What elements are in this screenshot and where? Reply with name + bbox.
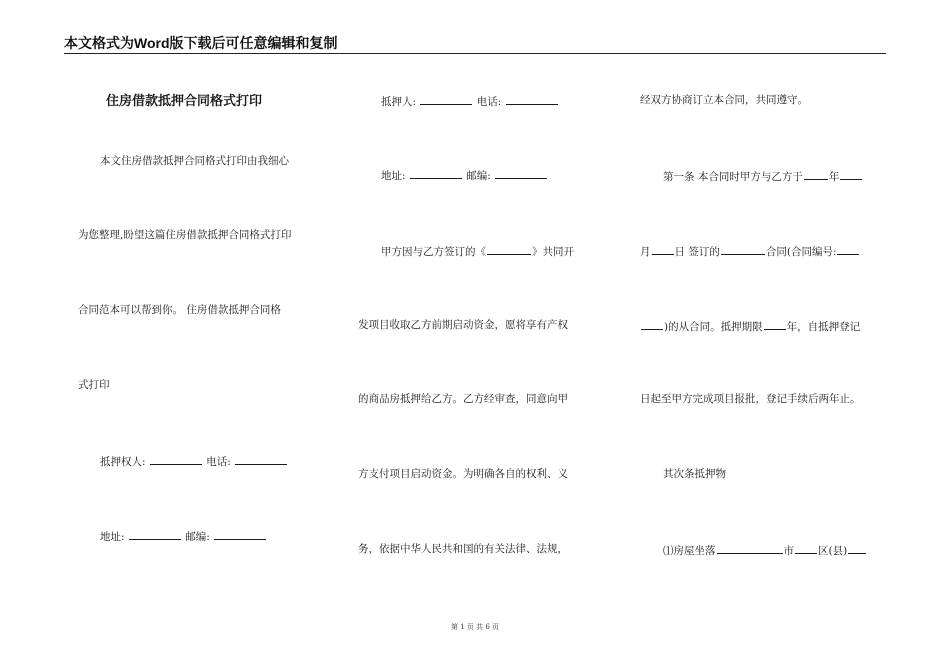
pledgor-address-line	[358, 167, 548, 183]
pledgor-label: 抵押人:	[381, 96, 417, 108]
pledgor-postcode-blank[interactable]	[495, 167, 547, 179]
page-footer: 第 1 页 共 6 页	[450, 623, 500, 631]
intro-line-3: 合同范本可以帮到你。 住房借款抵押合同格	[78, 304, 281, 316]
item-1-location: ⑴房屋坐落	[663, 545, 716, 557]
contract-number-blank[interactable]	[837, 243, 859, 255]
signed-contract-blank[interactable]	[721, 243, 765, 255]
article-2-heading: 其次条抵押物	[663, 468, 726, 480]
body-line-2: 发项目收取乙方前期启动资金，愿将享有产权	[358, 319, 568, 331]
article-1-term: )的从合同。抵押期限	[664, 321, 763, 333]
sign-year-blank-2[interactable]	[840, 168, 862, 180]
column-3	[640, 0, 888, 620]
pledgee-address-blank[interactable]	[129, 528, 181, 540]
article-1-a: 第一条 本合同时甲方与乙方于	[663, 171, 803, 183]
article-1-line-4: 日起至甲方完成项目报批，登记手续后两年止。	[640, 393, 861, 405]
pledgor-postcode-label: 邮编:	[466, 170, 491, 182]
article-1-contract-no: 合同(合同编号:	[765, 246, 837, 258]
intro-line-1: 本文住房借款抵押合同格式打印由我细心	[100, 155, 289, 167]
article-1-line-3	[640, 318, 860, 334]
body-line-1	[358, 243, 574, 259]
contract-name-blank[interactable]	[487, 243, 531, 255]
intro-line-4: 式打印	[78, 379, 110, 391]
intro-line-2: 为您整理,盼望这篇住房借款抵押合同格式打印	[78, 229, 292, 241]
location-blank[interactable]	[717, 542, 783, 554]
city-blank[interactable]	[795, 542, 817, 554]
article-1-registration: 年，自抵押登记	[786, 321, 861, 333]
item-1-line	[640, 542, 867, 558]
pledgor-blank[interactable]	[420, 93, 472, 105]
pledgee-label: 抵押权人:	[100, 456, 146, 468]
article-1-day: 日 签订的	[674, 246, 720, 258]
column-1	[78, 0, 324, 620]
item-1-district: 区(县)	[818, 545, 848, 557]
pledgor-address-label: 地址:	[381, 170, 406, 182]
body-line-1-a: 甲方因与乙方签订的《	[381, 246, 486, 258]
article-1-b: 年	[828, 171, 840, 183]
pledgor-address-blank[interactable]	[410, 167, 462, 179]
district-blank[interactable]	[848, 542, 866, 554]
pledgor-phone-blank[interactable]	[506, 93, 558, 105]
download-banner: 本文格式为Word版下载后可任意编辑和复制	[64, 35, 338, 51]
body-line-5: 务，依据中华人民共和国的有关法律、法规，	[358, 543, 568, 555]
body-line-3: 的商品房抵押给乙方。乙方经审查，同意向甲	[358, 393, 568, 405]
pledgee-address-label: 地址:	[100, 531, 125, 543]
pledgee-postcode-blank[interactable]	[214, 528, 266, 540]
sign-month-blank[interactable]	[652, 243, 674, 255]
body-line-4: 方支付项目启动资金。为明确各自的权利、义	[358, 468, 568, 480]
article-1-month: 月	[640, 246, 651, 258]
term-years-blank[interactable]	[764, 318, 786, 330]
body-line-1-b: 》共同开	[532, 246, 574, 258]
contract-number-blank-2[interactable]	[641, 318, 663, 330]
pledgee-line	[78, 453, 288, 469]
column-2	[358, 0, 604, 620]
pledgor-line	[358, 93, 559, 109]
article-1-line	[640, 168, 863, 184]
pledgee-blank[interactable]	[150, 453, 202, 465]
pledgee-postcode-label: 邮编:	[185, 531, 210, 543]
pledgor-phone-label: 电话:	[476, 96, 502, 108]
document-title: 住房借款抵押合同格式打印	[106, 93, 263, 108]
pledgee-phone-label: 电话:	[206, 456, 231, 468]
col3-line-1: 经双方协商订立本合同，共同遵守。	[640, 94, 808, 106]
sign-year-blank[interactable]	[804, 168, 828, 180]
item-1-city: 市	[783, 545, 794, 557]
article-1-line-2	[640, 243, 860, 259]
pledgee-phone-blank[interactable]	[235, 453, 287, 465]
pledgee-address-line	[78, 528, 267, 544]
